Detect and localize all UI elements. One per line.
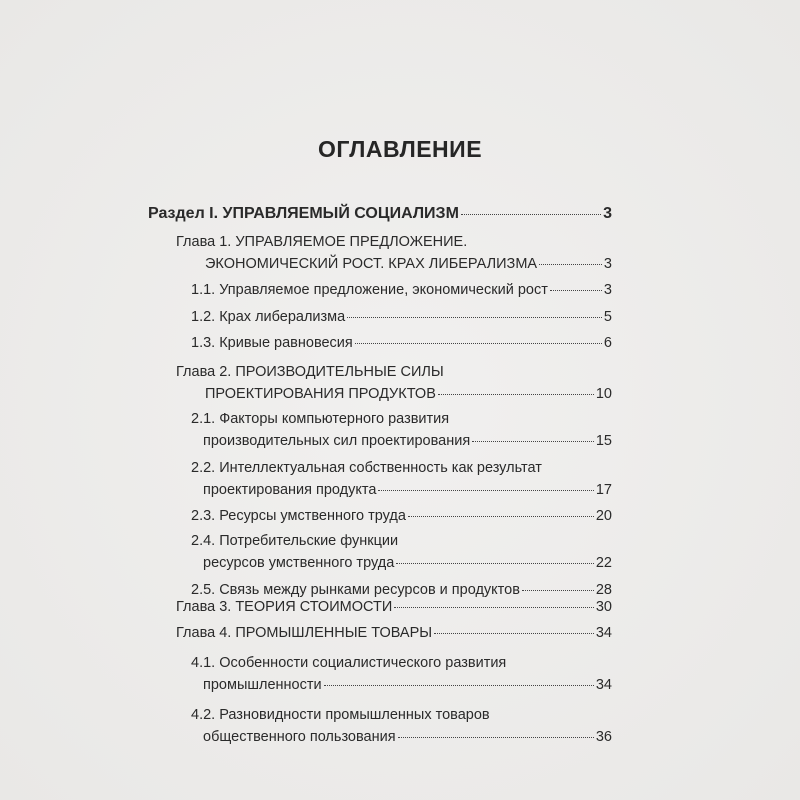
dot-leader [355, 343, 602, 344]
toc-subsection-4-2[interactable] [203, 729, 612, 745]
toc-chapter-3[interactable] [176, 599, 612, 615]
toc-page: 20 [595, 508, 612, 524]
toc-subsection-2-1-line1: 2.1. Факторы компьютерного развития [191, 411, 450, 427]
dot-leader [539, 264, 602, 265]
toc-label: ресурсов умственного труда [203, 555, 395, 571]
toc-page: 3 [603, 256, 612, 272]
toc-label: проектирования продукта [203, 482, 377, 498]
dot-leader [472, 441, 594, 442]
dot-leader [408, 516, 594, 517]
toc-label: ЭКОНОМИЧЕСКИЙ РОСТ. КРАХ ЛИБЕРАЛИЗМА [205, 256, 538, 272]
toc-page: 30 [595, 599, 612, 615]
toc-chapter-1[interactable] [205, 256, 612, 272]
dot-leader [398, 737, 594, 738]
toc-page: 5 [603, 309, 612, 325]
toc-label: производительных сил проектирования [203, 433, 471, 449]
toc-page: 28 [595, 582, 612, 598]
toc-label: 2.3. Ресурсы умственного труда [191, 508, 406, 524]
toc-chapter-1-line1: Глава 1. УПРАВЛЯЕМОЕ ПРЕДЛОЖЕНИЕ. [176, 234, 468, 250]
toc-label: общественного пользования [203, 729, 396, 745]
dot-leader [522, 590, 594, 591]
toc-label: Раздел I. УПРАВЛЯЕМЫЙ СОЦИАЛИЗМ [148, 205, 459, 222]
toc-label: 1.2. Крах либерализма [191, 309, 346, 325]
toc-page: 34 [595, 677, 612, 693]
toc-subsection-2-4[interactable] [203, 555, 612, 571]
toc-subsection-2-2[interactable] [203, 482, 612, 498]
toc-label: 1.1. Управляемое предложение, экономический рост [191, 282, 548, 298]
page-title: ОГЛАВЛЕНИЕ [317, 136, 483, 162]
dot-leader [347, 317, 602, 318]
dot-leader [461, 214, 601, 215]
toc-subsection-2-2-line1: 2.2. Интеллектуальная собственность как результат [191, 460, 542, 476]
toc-label: Глава 3. ТЕОРИЯ СТОИМОСТИ [176, 599, 393, 615]
toc-subsection-1-1[interactable] [191, 282, 612, 298]
toc-page: 15 [595, 433, 612, 449]
toc-page: 34 [595, 625, 612, 641]
toc-page: 10 [595, 386, 612, 402]
dot-leader [324, 685, 594, 686]
toc-page: 3 [603, 282, 612, 298]
dot-leader [434, 633, 594, 634]
toc-label: Глава 4. ПРОМЫШЛЕННЫЕ ТОВАРЫ [176, 625, 433, 641]
toc-subsection-2-5[interactable] [191, 582, 612, 598]
dot-leader [394, 607, 594, 608]
dot-leader [438, 394, 594, 395]
toc-label: 2.5. Связь между рынками ресурсов и продуктов [191, 582, 520, 598]
toc-subsection-4-1-line1: 4.1. Особенности социалистического развития [191, 655, 507, 671]
toc-subsection-2-4-line1: 2.4. Потребительские функции [191, 533, 399, 549]
toc-page: 22 [595, 555, 612, 571]
toc-subsection-2-1[interactable] [203, 433, 612, 449]
toc-label: ПРОЕКТИРОВАНИЯ ПРОДУКТОВ [205, 386, 436, 402]
toc-page: 36 [595, 729, 612, 745]
toc-chapter-2[interactable] [205, 386, 612, 402]
toc-subsection-4-2-line1: 4.2. Разновидности промышленных товаров [191, 707, 490, 723]
toc-subsection-1-3[interactable] [191, 335, 612, 351]
toc-subsection-4-1[interactable] [203, 677, 612, 693]
toc-subsection-1-2[interactable] [191, 309, 612, 325]
dot-leader [378, 490, 593, 491]
toc-subsection-2-3[interactable] [191, 508, 612, 524]
dot-leader [396, 563, 594, 564]
toc-label: 1.3. Кривые равновесия [191, 335, 353, 351]
toc-chapter-2-line1: Глава 2. ПРОИЗВОДИТЕЛЬНЫЕ СИЛЫ [176, 364, 444, 380]
toc-page: 6 [603, 335, 612, 351]
toc-page: 17 [595, 482, 612, 498]
toc-chapter-4[interactable] [176, 625, 612, 641]
dot-leader [550, 290, 602, 291]
toc-section-1[interactable] [148, 205, 612, 223]
toc-page: 3 [603, 205, 612, 222]
toc-label: промышленности [203, 677, 322, 693]
